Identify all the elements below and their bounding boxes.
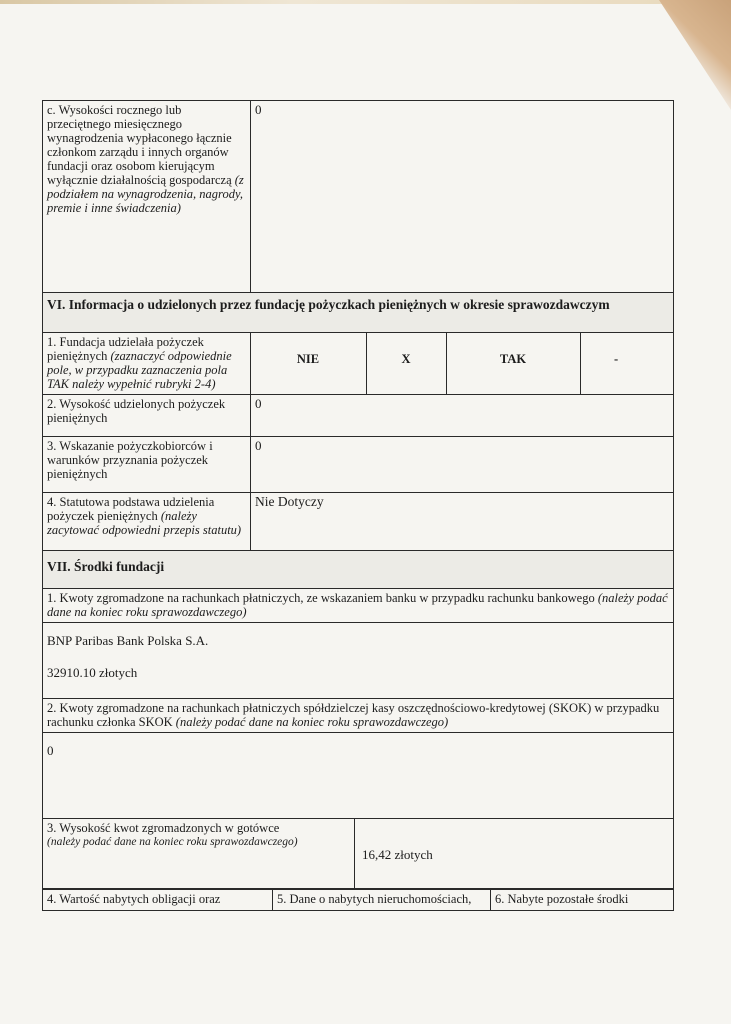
hline [42,910,674,911]
page-top-edge [0,0,731,4]
nie-label: NIE [296,352,320,366]
section-vii-row1-note: (należy podać dane na koniec roku sprawozdawczego) [47,591,668,619]
hline [42,588,674,589]
bank-amount: 32910.10 złotych [47,665,138,680]
section-vii-row1-value [42,622,674,698]
hline [42,550,674,551]
section-vii-row4-col2: 5. Dane o nabytych nieruchomościach, [277,892,472,906]
section-vii-row2-label-text: 2. Kwoty zgromadzone na rachunkach płatniczych spółdzielczej kasy oszczędnościowo-kredytowej (SKOK) w przypadku rachunku członka SKOK [47,701,660,729]
nie-mark: X [401,352,411,366]
section-vii-row2-label [42,698,674,732]
section-vii-row2-note: (należy podać dane na koniec roku sprawozdawczego) [175,715,449,729]
hline [42,698,674,699]
section-v-c-note: (z podziałem na wynagrodzenia, nagrody, premie i inne świadczenia) [47,173,244,215]
section-vii-row4-col1: 4. Wartość nabytych obligacji oraz [47,892,221,906]
section-vii-row3-label-text: 3. Wysokość kwot zgromadzonych w gotówce [47,821,280,835]
tak-label: TAK [499,352,527,366]
spacer [47,648,669,666]
bank-name: BNP Paribas Bank Polska S.A. [47,633,209,648]
hline [42,818,674,819]
section-vi-row4-label-text: 4. Statutowa podstawa udzielenia pożyczek pieniężnych [47,495,215,523]
section-vii-title: VII. Środki fundacji [42,550,674,588]
section-vi-row4-note: (należy zacytować odpowiedni przepis statutu) [47,509,242,537]
section-vii-row2-value: 0 [47,743,54,758]
page-corner-fold [641,0,731,110]
hline [42,888,674,890]
section-vi-row1-label-text: 1. Fundacja udzielała pożyczek pieniężnych [47,335,204,363]
section-vi-row4-value: Nie Dotyczy [255,494,324,509]
hline [42,292,674,293]
hline [42,436,674,437]
hline [42,492,674,493]
vline [446,332,447,394]
vline [250,100,251,292]
section-vi-row2-label: 2. Wysokość udzielonych pożyczek pieniężnych [47,397,226,425]
section-vi-row1-label [42,332,250,394]
hline [42,732,674,733]
vline [366,332,367,394]
vline [250,332,251,550]
vline [490,888,491,910]
section-v-c-label-text: c. Wysokości rocznego lub przeciętnego miesięcznego wynagrodzenia wypłaconego łącznie członkom zarządu i innych organów fundacji oraz osobom kierującym wyłącznie działalnością gospodarczą [47,103,232,187]
hline [42,622,674,623]
hline [42,394,674,395]
section-vi-row1-note: (zaznaczyć odpowiednie pole, w przypadku zaznaczenia pola TAK należy wypełnić rubryki 2-4) [47,349,232,391]
section-vii-row1-label [42,588,674,622]
section-vii-row3-value: 16,42 złotych [362,847,433,862]
vline [580,332,581,394]
border-right [673,100,674,910]
section-vi-row3-label: 3. Wskazanie pożyczkobiorców i warunków przyznania pożyczek pieniężnych [47,439,213,481]
section-v-c-value: 0 [255,102,262,117]
section-vii-row3-note: (należy podać dane na koniec roku sprawozdawczego) [47,836,298,848]
section-vi-row2-value: 0 [255,396,262,411]
section-vi-title: VI. Informacja o udzielonych przez fundację pożyczkach pieniężnych w okresie sprawozdawczym [42,292,674,332]
section-vi-row4-label [42,492,250,550]
form-table [42,100,674,912]
section-v-c-label [42,100,250,292]
vline [354,818,355,888]
border-top [42,100,674,101]
section-vii-row1-label-text: 1. Kwoty zgromadzone na rachunkach płatniczych, ze wskazaniem banku w przypadku rachunku bankowego [47,591,595,605]
border-left [42,100,43,910]
section-vii-row3-label [42,818,354,888]
section-vi-row3-value: 0 [255,438,262,453]
section-vii-row4-col3: 6. Nabyte pozostałe środki [495,892,629,906]
vline [272,888,273,910]
tak-mark: - [614,352,619,366]
